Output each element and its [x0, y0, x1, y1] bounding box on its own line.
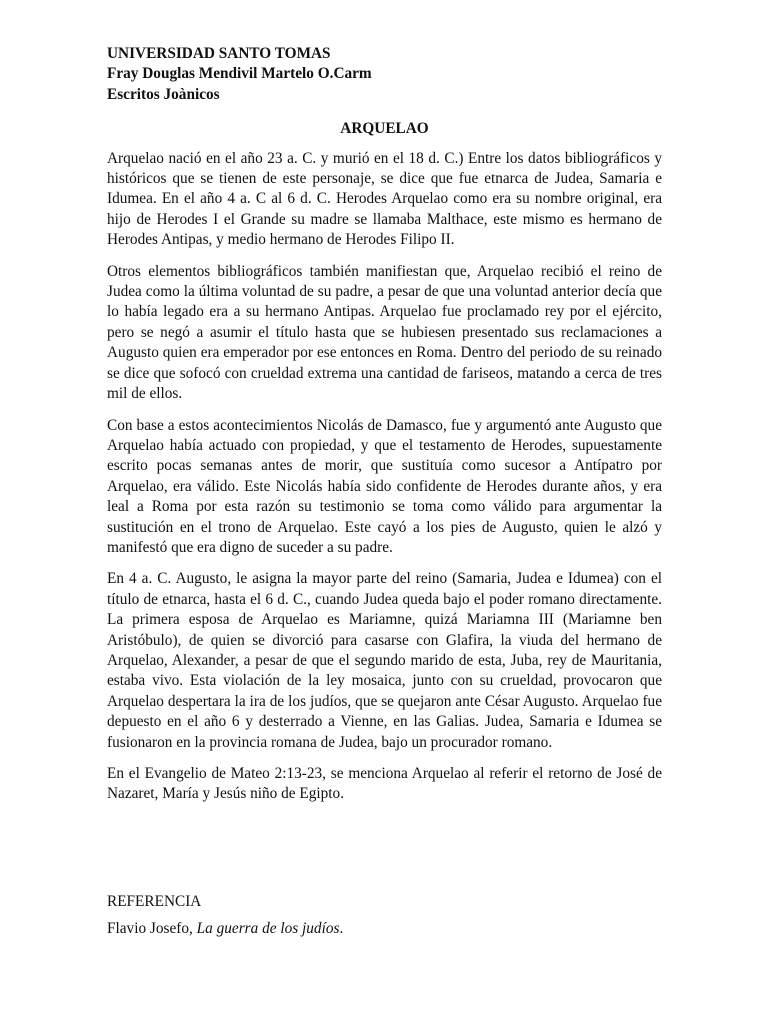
- document-title: ARQUELAO: [340, 120, 429, 138]
- document-body: [107, 149, 662, 805]
- reference-author: Flavio Josefo,: [107, 920, 197, 938]
- references-section: [107, 892, 662, 940]
- document-header: [107, 44, 662, 105]
- document-page: [107, 44, 662, 940]
- paragraph-4: En 4 a. C. Augusto, le asigna la mayor parte del reino (Samaria, Judea e Idumea) con el título de etnarca, hasta el 6 d. C., cuando Judea queda bajo el poder romano directamente. La primera esposa de Arquelao es Mariamne, quizá Mariamna III (Mariamne ben Aristóbulo), de quien se divorció para casarse con Glafira, la viuda del hermano de Arquelao, Alexander, a pesar de que el segundo marido de esta, Juba, rey de Mauritania, estaba vivo. Esta violación de la ley mosaica, junto con su crueldad, provocaron que Arquelao despertara la ira de los judíos, que se quejaron ante César Augusto. Arquelao fue depuesto en el año 6 y desterrado a Vienne, en las Galias. Judea, Samaria e Idumea se fusionaron en la provincia romana de Judea, bajo un procurador romano.: [107, 570, 662, 751]
- paragraph-5: En el Evangelio de Mateo 2:13-23, se menciona Arquelao al referir el retorno de José de Nazaret, María y Jesús niño de Egipto.: [107, 765, 662, 803]
- university-name: UNIVERSIDAD SANTO TOMAS: [107, 45, 331, 62]
- reference-end: .: [339, 920, 344, 938]
- reference-title: La guerra de los judíos: [196, 920, 340, 938]
- author-name: Fray Douglas Mendivil Martelo O.Carm: [107, 65, 372, 83]
- references-heading: REFERENCIA: [107, 892, 202, 910]
- paragraph-2: Otros elementos bibliográficos también manifiestan que, Arquelao recibió el reino de Judea como la última voluntad de su padre, a pesar de que una voluntad anterior decía que lo había legado era a su hermano Antipas. Arquelao fue proclamado rey por el ejército, pero se negó a asumir el título hasta que se hubiesen presentado sus reclamaciones a Augusto quien era emperador por ese entonces en Roma. Dentro del periodo de su reinado se dice que sofocó con crueldad extrema una cantidad de fariseos, matando a cerca de tres mil de ellos.: [107, 262, 662, 403]
- reference-entry: [107, 919, 662, 939]
- paragraph-3: Con base a estos acontecimientos Nicolás de Damasco, fue y argumentó ante Augusto que Arquelao había actuado con propiedad, y que el testamento de Herodes, supuestamente escrito pocas semanas antes de morir, que sustituía como sucesor a Antípatro por Arquelao, era válido. Este Nicolás había sido confidente de Herodes durante años, y era leal a Roma por esta razón su testimonio se toma como válido para argumentar la sustitución en el trono de Arquelao. Este cayó a los pies de Augusto, quien le alzó y manifestó que era digno de suceder a su padre.: [107, 416, 662, 556]
- paragraph-1: Arquelao nació en el año 23 a. C. y murió en el 18 d. C.) Entre los datos bibliográficos y históricos que se tienen de este personaje, se dice que fue etnarca de Judea, Samaria e Idumea. En el año 4 a. C al 6 d. C. Herodes Arquelao como era su nombre original, era hijo de Herodes I el Grande su madre se llamaba Malthace, este mismo es hermano de Herodes Antipas, y medio hermano de Herodes Filipo II.: [107, 149, 662, 249]
- course-name: Escritos Joànicos: [107, 85, 220, 103]
